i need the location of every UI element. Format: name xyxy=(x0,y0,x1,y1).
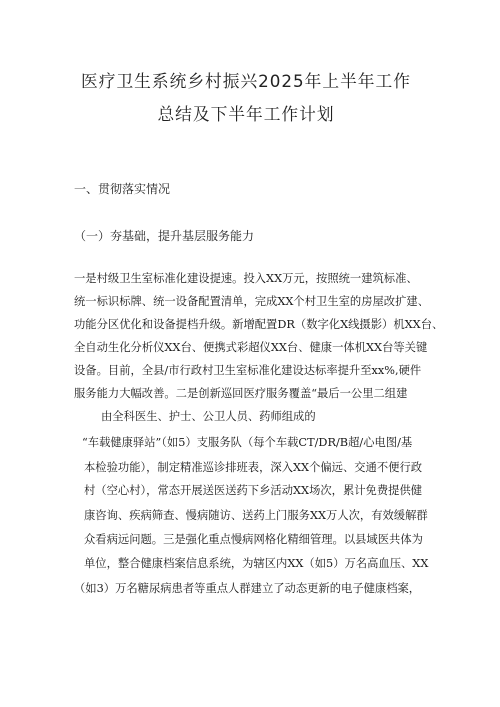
body-line: 一是村级卫生室标准化建设提速。投入XX万元，按照统一建筑标准、 xyxy=(74,272,418,285)
body-line: 众看病远问题。三是强化重点慢病网格化精细管理。以县域医共体为 xyxy=(84,533,423,546)
document-title-line-2: 总结及下半年工作计划 xyxy=(157,105,335,125)
body-line: 设备。目前，全县/市行政村卫生室标准化建设达标率提升至xx%,硬件 xyxy=(74,364,422,377)
body-line: 统一标识标牌、统一设备配置清单，完成XX个村卫生室的房屋改扩建、 xyxy=(74,295,429,308)
document-title-line-1: 医疗卫生系统乡村振兴2025年上半年工作 xyxy=(81,72,411,92)
body-line: 康咨询、疾病筛查、慢病随访、送药上门服务XX万人次，有效缓解群 xyxy=(84,509,428,522)
body-line: 全自动生化分析仪XX台、便携式彩超仪XX台、健康一体机XX台等关键 xyxy=(74,341,428,354)
subsection-heading: （一）夯基础，提升基层服务能力 xyxy=(74,229,255,243)
body-line: 功能分区优化和设备提档升级。新增配置DR（数字化X线摄影）机XX台、 xyxy=(74,318,444,331)
body-line: 由全科医生、护士、公卫人员、药师组成的 xyxy=(101,410,316,423)
body-line: “车载健康驿站”（如5）支服务队（每个车载CT/DR/B超/心电图/基 xyxy=(82,436,413,449)
body-line: 本检验功能），制定精准巡诊排班表，深入XX个偏远、交通不便行政 xyxy=(84,461,423,474)
section-heading: 一、贯彻落实情况 xyxy=(74,182,171,196)
body-line: （如3）万名糖尿病患者等重点人群建立了动态更新的电子健康档案， xyxy=(74,582,421,595)
body-line: 单位，整合健康档案信息系统，为辖区内XX（如5）万名高血压、XX xyxy=(84,557,429,570)
body-line: 服务能力大幅改善。二是创新巡回医疗服务覆盖“最后一公里二组建 xyxy=(74,387,408,400)
body-line: 村（空心村），常态开展送医送药下乡活动XX场次，累计免费提供健 xyxy=(84,484,423,497)
